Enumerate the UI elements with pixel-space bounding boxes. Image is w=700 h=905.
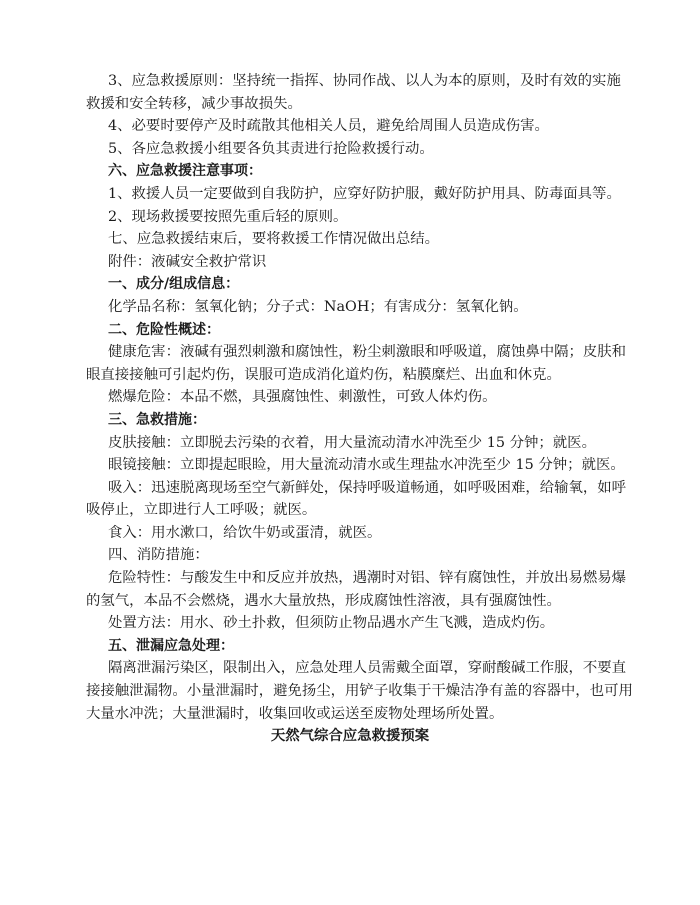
paragraph-line: 燃爆危险：本品不燃，具强腐蚀性、刺激性，可致人体灼伤。 bbox=[108, 389, 497, 406]
paragraph-line: 化学品名称：氢氧化钠；分子式：NaOH；有害成分：氢氧化钠。 bbox=[108, 298, 528, 315]
paragraph-line: 接接触泄漏物。小量泄漏时，避免扬尘，用铲子收集于干燥洁净有盖的容器中，也可用 bbox=[86, 683, 633, 700]
paragraph-line: 皮肤接触：立即脱去污染的衣着，用大量流动清水冲洗至少 15 分钟；就医。 bbox=[108, 434, 596, 451]
paragraph-line: 处置方法：用水、砂土扑救，但须防止物品遇水产生飞溅，造成灼伤。 bbox=[108, 615, 555, 632]
paragraph-line: 吸入：迅速脱离现场至空气新鲜处，保持呼吸道畅通，如呼吸困难，给输氧，如呼 bbox=[108, 479, 627, 496]
document-page bbox=[86, 70, 633, 748]
section-heading: 三、急救措施： bbox=[108, 411, 206, 428]
paragraph-line: 四、消防措施： bbox=[108, 547, 209, 564]
paragraph-line: 5、各应急救援小组要各负其责进行抢险救援行动。 bbox=[108, 140, 434, 157]
paragraph-line: 附件：液碱安全救护常识 bbox=[108, 253, 267, 270]
paragraph-line: 1、救援人员一定要做到自我防护，应穿好防护服，戴好防护用具、防毒面具等。 bbox=[108, 185, 621, 202]
paragraph-line: 食入：用水漱口，给饮牛奶或蛋清，就医。 bbox=[108, 524, 382, 541]
paragraph-line: 健康危害：液碱有强烈刺激和腐蚀性，粉尘刺激眼和呼吸道，腐蚀鼻中隔；皮肤和 bbox=[108, 344, 627, 361]
section-heading: 五、泄漏应急处理： bbox=[108, 637, 234, 654]
paragraph-line: 2、现场救援要按照先重后轻的原则。 bbox=[108, 208, 348, 225]
paragraph-line: 眼镜接触：立即提起眼睑，用大量流动清水或生理盐水冲洗至少 15 分钟；就医。 bbox=[108, 457, 625, 474]
paragraph-line: 隔离泄漏污染区，限制出入，应急处理人员需戴全面罩，穿耐酸碱工作服，不要直 bbox=[108, 660, 627, 677]
document-title: 天然气综合应急救援预案 bbox=[270, 728, 430, 745]
paragraph-line: 危险特性：与酸发生中和反应并放热，遇潮时对铝、锌有腐蚀性，并放出易燃易爆 bbox=[108, 570, 627, 587]
paragraph-line: 救援和安全转移，减少事故损失。 bbox=[86, 95, 302, 112]
section-heading: 二、危险性概述： bbox=[108, 321, 220, 338]
paragraph-line: 4、必要时要停产及时疏散其他相关人员，避免给周围人员造成伤害。 bbox=[108, 118, 549, 135]
paragraph-line: 3、应急救援原则：坚持统一指挥、协同作战、以人为本的原则，及时有效的实施 bbox=[108, 73, 621, 89]
paragraph-line: 大量水冲洗；大量泄漏时，收集回收或运送至废物处理场所处置。 bbox=[86, 705, 504, 722]
paragraph-line: 吸停止，立即进行人工呼吸；就医。 bbox=[86, 502, 317, 519]
paragraph-line: 七、应急救援结束后，要将救援工作情况做出总结。 bbox=[108, 231, 439, 248]
section-heading: 一、成分/组成信息： bbox=[108, 276, 240, 293]
section-heading: 六、应急救援注意事项： bbox=[108, 163, 262, 180]
paragraph-line: 的氢气，本品不会燃烧，遇水大量放热，形成腐蚀性溶液，具有强腐蚀性。 bbox=[86, 592, 561, 609]
paragraph-line: 眼直接接触可引起灼伤，误服可造成消化道灼伤，粘膜糜烂、出血和休克。 bbox=[86, 366, 561, 383]
